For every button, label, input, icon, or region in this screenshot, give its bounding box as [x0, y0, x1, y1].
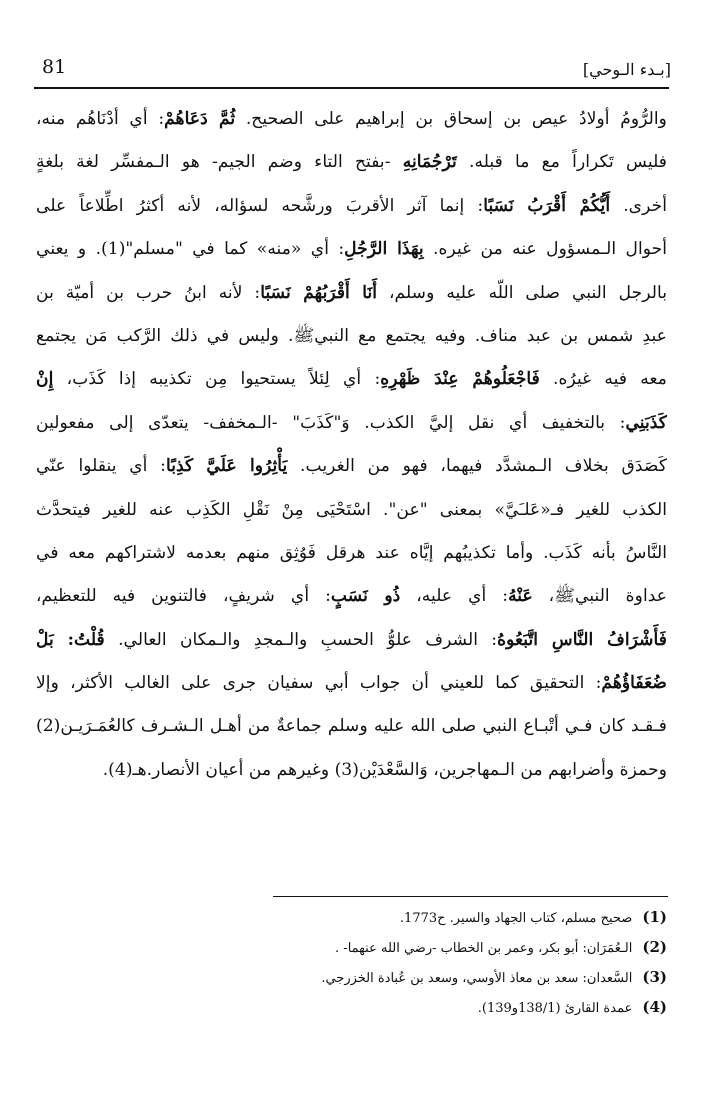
- footnote: [27, 992, 667, 1022]
- hadith-keyword: بِهَذَا الرَّجُلِ: [344, 239, 424, 260]
- text-run: كَصَدَق بخلاف الـمشدَّد فيهما، فهو من الغريب.: [287, 456, 667, 477]
- footnote-number: (1): [642, 908, 667, 926]
- text-run: والرُّومُ أولادُ عيص بن إسحاق بن إبراهيم على الصحيح.: [235, 109, 667, 129]
- text-line: [36, 272, 667, 315]
- text-run: : التحقيق كما للعيني أن جواب أبي سفيان جرى على الغالب الأكثر، وإلا: [36, 673, 602, 694]
- text-run: وحمزة وأضرابهم من الـمهاجرين، وَالسَّعْدَيْن(3) وغيرهم من أعيان الأنصار.هـ(4).: [102, 759, 667, 780]
- text-run: : أي شريفٍ، فالتنوين فيه للتعظيم،: [36, 586, 331, 607]
- text-line: [36, 749, 667, 792]
- text-line: [36, 228, 667, 271]
- text-run: النَّاسُ بأنه كَذَب. وأما تكذيبُهم إيَّاه عند هرقل فَوُثِق منهم بعدمه لاشتراكهم معه في: [36, 542, 667, 563]
- footnote-rule: [273, 896, 668, 897]
- footnotes: [27, 902, 667, 1022]
- text-run: : أي ينقلوا عنّي: [36, 456, 166, 477]
- text-run: فـقـد كان فـي أتْبـاع النبي صلى الله عليه وسلم جماعةٌ من أهـل الـشـرف كالعُمَـرَيـن(2): [36, 716, 667, 737]
- text-run: فليس تَكراراً مع ما قبله.: [456, 152, 667, 173]
- text-run: أحوال الـمسؤول عنه من غيره.: [423, 239, 667, 260]
- page-header: [32, 52, 671, 86]
- text-run: معه فيه غيرُه.: [539, 369, 667, 390]
- text-line: [36, 185, 667, 228]
- text-run: عبدِ شمس بن عبد مناف. وفيه يجتمع مع النبيﷺ. وليس في ذلك الرَّكب مَن يجتمع: [36, 325, 667, 346]
- hadith-keyword: يَأْثِرُوا عَلَيَّ كَذِبًا: [165, 456, 288, 477]
- hadith-keyword: ذُو نَسَبٍ: [330, 586, 401, 607]
- text-line: [36, 315, 667, 358]
- text-line: [36, 619, 667, 662]
- text-run: أخرى.: [610, 195, 667, 216]
- header-rule: [34, 87, 669, 89]
- footnote: [27, 932, 667, 962]
- footnote-number: (4): [642, 998, 667, 1016]
- text-run: : أي «منه» كما في "مسلم"(1). و يعني: [36, 239, 345, 260]
- text-line: [36, 402, 667, 445]
- text-run: : إنما آثر الأقربَ ورشَّحه لسؤاله، لأنه أكثرُ اطِّلاعاً على: [36, 195, 484, 216]
- hadith-keyword: إِنْ: [36, 369, 54, 390]
- text-run: : أي لِئلاً يستحيوا مِن تكذيبه إذا كَذَب،: [53, 369, 381, 390]
- footnote-number: (3): [642, 968, 667, 986]
- footnote: [27, 962, 667, 992]
- footnote-text: الـعُمَرَان: أبو بكر، وعمر بن الخطاب -رضي الله عنهما- .: [335, 941, 633, 956]
- text-run: : بالتخفيف أي نقل إليَّ الكذب. وَ"كَذَبَ" -الـمخفف- يتعدّى إلى مفعولين: [36, 412, 626, 433]
- text-line: [36, 662, 667, 705]
- text-run: بالرجل النبي صلى اللّه عليه وسلم،: [377, 282, 667, 303]
- text-run: الكذب للغير فـ«عَلـَيَّ» بمعنى "عن". اسْتَحْيَى مِنْ نَقْلِ الكَذِب عنه للغير فيتحدَّث: [36, 499, 667, 520]
- text-run: عداوة النبيﷺ،: [532, 586, 667, 607]
- hadith-keyword: فَأَشْرَافُ النَّاسِ اتَّبَعُوهُ: [497, 629, 667, 650]
- text-line: [36, 141, 667, 184]
- hadith-keyword: أَيُّكُمْ أَقْرَبُ نَسَبًا: [483, 195, 611, 216]
- footnote-text: السَّعدان: سعد بن معاذ الأوسي، وسعد بن عُبادة الخزرجي.: [321, 971, 633, 986]
- hadith-keyword: أَنَا أَقْرَبُهُمْ نَسَبًا: [260, 282, 378, 303]
- text-run: -بفتح التاء وضم الجيم- هو الـمفسِّر لغة بلغةٍ: [36, 152, 403, 173]
- text-line: [36, 98, 667, 141]
- text-line: [36, 489, 667, 532]
- text-line: [36, 575, 667, 618]
- text-run: : أي عليه،: [400, 586, 509, 607]
- hadith-keyword: فَاجْعَلُوهُمْ عِنْدَ ظَهْرِهِ: [380, 369, 540, 390]
- text-run: : الشرف علوُّ الحسبِ والـمجدِ والـمكان العالي.: [104, 629, 498, 650]
- hadith-keyword: ثُمَّ دَعَاهُمْ: [164, 109, 236, 129]
- text-line: [36, 705, 667, 748]
- text-line: [36, 358, 667, 401]
- hadith-keyword: ضُعَفَاؤُهُمْ: [601, 673, 667, 694]
- hadith-keyword: كَذَبَنِي: [625, 412, 667, 433]
- hadith-keyword: تَرْجُمَانِهِ: [402, 152, 457, 173]
- hadith-keyword: عَنْهُ: [508, 586, 533, 607]
- text-run: : لأنه ابنُ حرب بن أميّة بن: [36, 282, 261, 303]
- page-number: 81: [42, 56, 67, 78]
- text-line: [36, 532, 667, 575]
- footnote-text: صحيح مسلم، كتاب الجهاد والسير. ح1773.: [399, 911, 633, 926]
- running-title: [بـدء الـوحي]: [582, 60, 671, 79]
- text-line: [36, 445, 667, 488]
- hadith-keyword: قُلْتُ: بَلْ: [36, 629, 105, 650]
- footnote: [27, 902, 667, 932]
- body-text: [36, 98, 667, 792]
- footnote-text: عمدة القارئ (138/1و139).: [477, 1001, 633, 1016]
- text-run: : أي أدْنَاهُم منه،: [36, 109, 165, 129]
- footnote-number: (2): [642, 938, 667, 956]
